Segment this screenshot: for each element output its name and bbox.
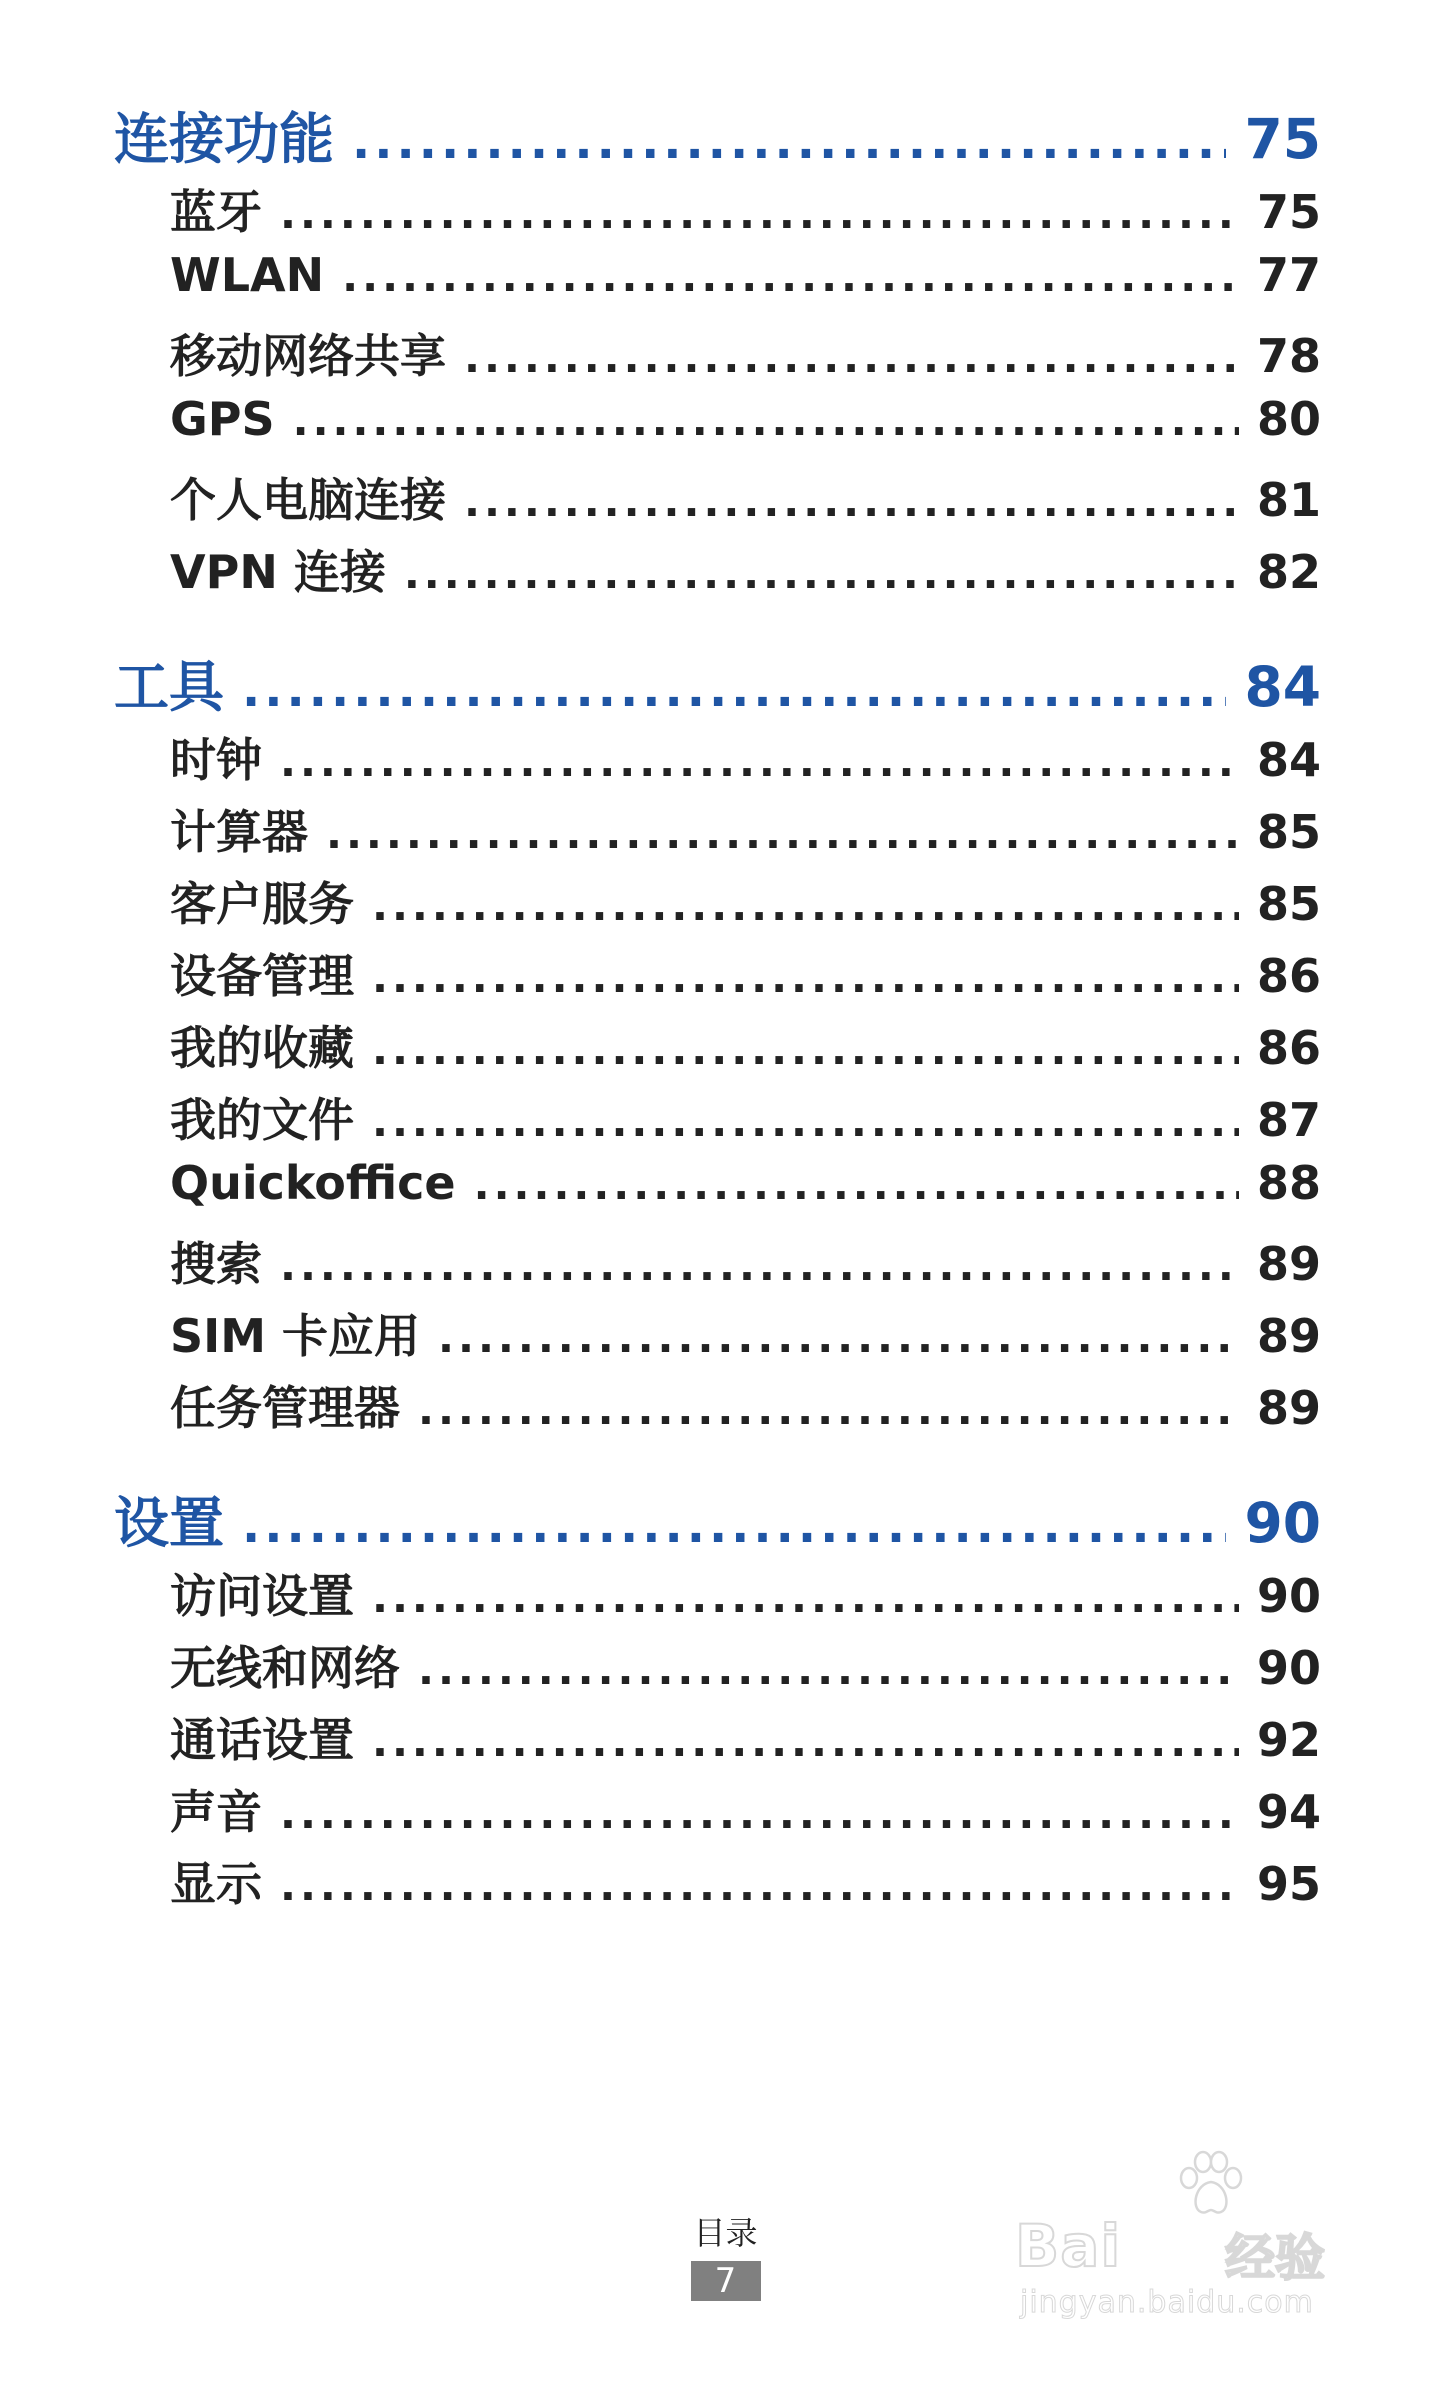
toc-entry-page: 85 (1256, 805, 1321, 859)
watermark-brand: Bai (1015, 2212, 1122, 2280)
footer-section-label: 目录 (693, 2214, 758, 2252)
toc-entry-label: 个人电脑连接 (170, 473, 446, 527)
table-of-contents (114, 95, 1321, 1920)
toc-entry[interactable] (114, 1156, 1321, 1228)
dot-leader (293, 396, 1239, 445)
dot-leader (280, 189, 1239, 238)
toc-entry-page: 81 (1256, 473, 1321, 527)
toc-entry[interactable] (114, 248, 1321, 320)
dot-leader (474, 1160, 1239, 1209)
toc-entry[interactable] (114, 1704, 1321, 1776)
toc-entry-label: 我的文件 (170, 1093, 354, 1147)
dot-leader (280, 1789, 1239, 1838)
toc-entry-label: 显示 (170, 1857, 262, 1911)
toc-entry-page: 78 (1256, 329, 1321, 383)
toc-entry-page: 92 (1256, 1713, 1321, 1767)
dot-leader (280, 1241, 1239, 1290)
dot-leader (464, 333, 1239, 382)
dot-leader (372, 1097, 1239, 1146)
toc-entry-label: 计算器 (170, 805, 308, 859)
dot-leader (352, 114, 1226, 170)
baidu-jingyan-watermark (1015, 2150, 1355, 2320)
toc-entry-page: 77 (1256, 248, 1321, 302)
toc-heading-title: 连接功能 (114, 107, 335, 171)
dot-leader (280, 1861, 1239, 1910)
toc-entry-label: Quickoffice (170, 1156, 456, 1210)
watermark-brand-suffix: 经验 (1225, 2229, 1325, 2287)
toc-entry[interactable] (114, 1228, 1321, 1300)
dot-leader (372, 881, 1239, 930)
toc-entry-page: 82 (1256, 545, 1321, 599)
toc-entry[interactable] (114, 940, 1321, 1012)
dot-leader (280, 737, 1239, 786)
toc-entry[interactable] (114, 1776, 1321, 1848)
dot-leader (418, 1385, 1239, 1434)
toc-entry-label: 搜索 (170, 1237, 262, 1291)
toc-entry-page: 86 (1256, 1021, 1321, 1075)
toc-section (114, 1479, 1321, 1920)
toc-entry-page: 89 (1256, 1237, 1321, 1291)
watermark-url: jingyan.baidu.com (1020, 2285, 1314, 2320)
dot-leader (372, 953, 1239, 1002)
toc-entry-page: 84 (1256, 733, 1321, 787)
toc-section (114, 643, 1321, 1444)
toc-entry-label: 我的收藏 (170, 1021, 354, 1075)
toc-entry[interactable] (114, 868, 1321, 940)
toc-entry-label: 访问设置 (170, 1569, 354, 1623)
dot-leader (372, 1717, 1239, 1766)
toc-entry-page: 90 (1256, 1641, 1321, 1695)
toc-entry-page: 89 (1256, 1381, 1321, 1435)
dot-leader (242, 1498, 1226, 1554)
toc-entry-page: 87 (1256, 1093, 1321, 1147)
toc-entry-label: 移动网络共享 (170, 329, 446, 383)
toc-entry-label: 通话设置 (170, 1713, 354, 1767)
toc-entry-page: 80 (1256, 392, 1321, 446)
toc-heading-page: 75 (1244, 107, 1321, 171)
toc-entry-label: 无线和网络 (170, 1641, 400, 1695)
toc-entry[interactable] (114, 1012, 1321, 1084)
toc-entry-label: 任务管理器 (170, 1381, 400, 1435)
toc-section (114, 95, 1321, 608)
toc-entry-label: 客户服务 (170, 877, 354, 931)
dot-leader (372, 1025, 1239, 1074)
toc-entry-page: 95 (1256, 1857, 1321, 1911)
toc-entry-label: WLAN (170, 248, 325, 302)
toc-heading-page: 90 (1244, 1491, 1321, 1555)
toc-entry-page: 88 (1256, 1156, 1321, 1210)
dot-leader (372, 1573, 1239, 1622)
dot-leader (438, 1313, 1239, 1362)
toc-entry-label: GPS (170, 392, 275, 446)
toc-entry[interactable] (114, 1560, 1321, 1632)
toc-heading-page: 84 (1244, 655, 1321, 719)
toc-entry-label: 时钟 (170, 733, 262, 787)
toc-entry-label: 声音 (170, 1785, 262, 1839)
dot-leader (342, 252, 1239, 301)
toc-entry-label: 设备管理 (170, 949, 354, 1003)
toc-entry-label: 蓝牙 (170, 185, 262, 239)
toc-entry[interactable] (114, 320, 1321, 392)
toc-entry-page: 86 (1256, 949, 1321, 1003)
dot-leader (418, 1645, 1239, 1694)
dot-leader (404, 549, 1239, 598)
dot-leader (326, 809, 1239, 858)
dot-leader (464, 477, 1239, 526)
toc-heading[interactable] (114, 1479, 1321, 1560)
paw-icon (1175, 2150, 1245, 2224)
toc-entry[interactable] (114, 1848, 1321, 1920)
toc-entry[interactable] (114, 796, 1321, 868)
toc-entry-page: 85 (1256, 877, 1321, 931)
toc-entry[interactable] (114, 1372, 1321, 1444)
toc-entry[interactable] (114, 176, 1321, 248)
toc-entry[interactable] (114, 1084, 1321, 1156)
toc-entry-label: VPN 连接 (170, 545, 386, 599)
toc-entry-page: 89 (1256, 1309, 1321, 1363)
toc-entry[interactable] (114, 1632, 1321, 1704)
toc-entry[interactable] (114, 464, 1321, 536)
toc-entry-label: SIM 卡应用 (170, 1309, 421, 1363)
toc-heading-title: 设置 (114, 1491, 225, 1555)
toc-entry[interactable] (114, 724, 1321, 796)
toc-heading[interactable] (114, 643, 1321, 724)
toc-heading-title: 工具 (114, 655, 225, 719)
page-number-badge: 7 (691, 2261, 761, 2301)
toc-entry-page: 90 (1256, 1569, 1321, 1623)
toc-entry[interactable] (114, 392, 1321, 464)
toc-entry-page: 94 (1256, 1785, 1321, 1839)
toc-entry[interactable] (114, 1300, 1321, 1372)
dot-leader (242, 662, 1226, 718)
toc-heading[interactable] (114, 95, 1321, 176)
toc-entry[interactable] (114, 536, 1321, 608)
toc-entry-page: 75 (1256, 185, 1321, 239)
